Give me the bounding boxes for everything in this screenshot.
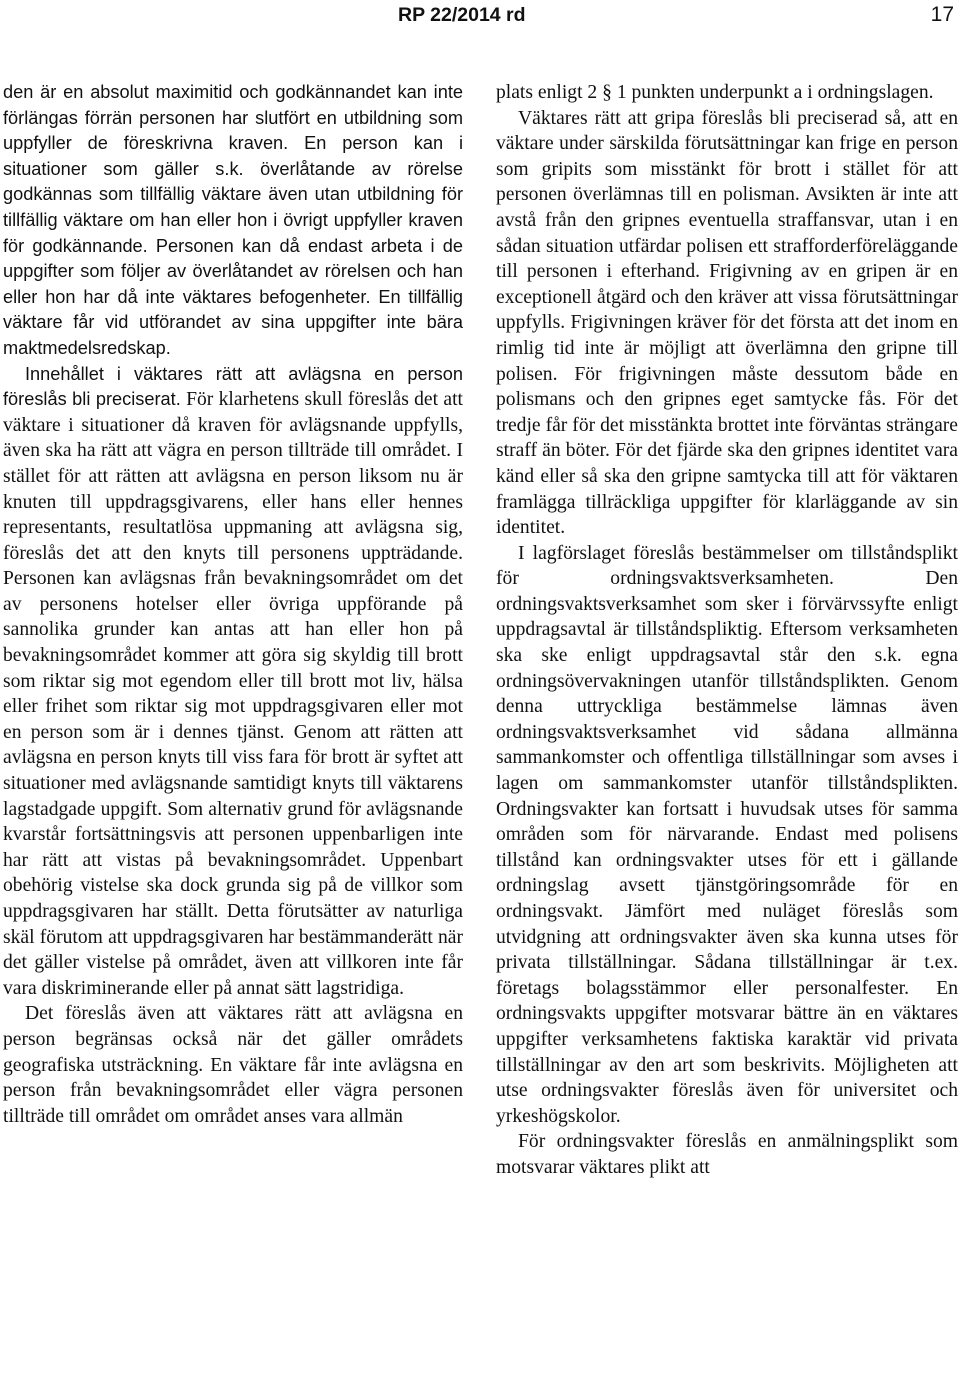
paragraph-geographic-limit: Det föreslås även att väktares rätt att avlägsna en person begränsas också när det gäller områdets geografiska utsträckning. En väktare får inte avlägsna en person från bevakningsområdet eller vägra personen tillträde till området om området anses vara allmän	[3, 1003, 463, 1127]
right-column	[496, 80, 958, 1181]
paragraph-temporary-guard	[3, 80, 463, 362]
paragraph-text-sans: Innehållet i väktares rätt att avlägsna en person föreslås bli preciserat.	[3, 363, 463, 410]
paragraph-notification-duty: För ordningsvakter föreslås en anmälningsplikt som motsvarar väktares plikt att	[496, 1131, 958, 1178]
left-column	[3, 80, 463, 1129]
paragraph-continuation: plats enligt 2 § 1 punkten underpunkt a i ordningslagen.	[496, 82, 934, 103]
page-header	[0, 0, 960, 44]
paragraph-arrest-right: Väktares rätt att gripa föreslås bli preciserad så, att en väktare under särskilda förutsättningar kan frige en person som gripits som misstänkt för brott i stället för att personen överlämnas till en polisman. Avsikten är inte att avstå från den gripnes eventuella straffansvar, utan i en sådan situation utfärdar polisen ett strafforderföreläggande till personen i efterhand. Frigivning av en gripen är en exceptionell åtgärd och den kräver att vissa förutsättningar uppfylls. Frigivningen kräver för det första att det inom en rimlig tid inte är möjligt att överlämna den gripne till polisen. För frigivningen måste dessutom både en polismans och den gripnes eget samtycke fås. För det tredje får för det misstänkta brottet inte förväntas strängare straff än böter. För det fjärde ska den gripnes identitet vara känd eller så ska den gripne samtycka till att för väktaren framlägga tillräckliga uppgifter för klarläggande av sin identitet.	[496, 107, 958, 539]
paragraph-text: den är en absolut maximitid och godkännandet kan inte förlängas förrän personen har slutfört en utbildning som uppfyller de föreskrivna kraven. En person kan i situationer som gäller s.k. överlåtande av rörelse godkännas som tillfällig väktare även utan utbildning för tillfällig väktare om han eller hon i övrigt uppfyller kraven för godkännande. Personen kan då endast arbeta i de uppgifter som följer av överlåtandet av rörelsen och han eller hon har då inte väktares befogenheter. En tillfällig väktare får vid utförandet av sina uppgifter inte bära maktmedelsredskap.	[3, 82, 463, 358]
document-reference: RP 22/2014 rd	[398, 4, 526, 26]
paragraph-removal-right	[3, 362, 463, 1002]
paragraph-licence-requirement: I lagförslaget föreslås bestämmelser om tillståndsplikt för ordningsvaktsverksamheten. Den ordningsvaktsverksamhet som sker i förvärvssyfte enligt uppdragsavtal är tillståndspliktig. Eftersom verksamheten ska ske enligt uppdragsavtal står den s.k. egna ordningsövervakningen utanför tillståndsplikten. Genom denna uttryckliga bestämmelse lämnas även ordningsvaktsverksamhet vid sådana allmänna sammankomster och offentliga tillställningar som avses i lagen om sammankomster utanför tillståndsplikten. Ordningsvakter kan fortsatt i huvudsak utses för samma områden som för närvarande. Endast med polisens tillstånd kan ordningsvakter utses för ett i gällande ordningslag avsett tjänstgöringsområde för en ordningsvakt. Jämfört med nuläget föreslås som utvidgning att ordningsvakter även ska kunna utses för privata tillställningar. Sådana tillställningar är t.ex. företags bolagsstämmor eller personalfester. En ordningsvakts uppgifter motsvarar bättre än en väktares uppgifter verksamhetens faktiska karaktär vid privata tillställningar av den art som beskrivits. Möjligheten att utse ordningsvakter föreslås även för universitet och yrkeshögskolor.	[496, 542, 958, 1127]
page-number: 17	[930, 3, 954, 26]
paragraph-text-serif: För klarhetens skull föreslås det att väktare i situationer då kraven för avlägsnande uppfylls, även ska ha rätt att vägra en person tillträde till området. I stället för att rätten att avlägsna en person liksom nu är knuten till uppdragsgivarens, eller hans eller hennes representants, resultatlösa uppmaning att avlägsna sig, föreslås det att den knyts till personens uppträdande. Personen kan avlägsnas från bevakningsområdet om det av personens hotelser eller övriga uppförande på sannolika grunder kan antas att han eller hon på bevakningsområdet kommer att göra sig skyldig till brott som riktar sig mot egendom eller till brott mot liv, hälsa eller frihet som riktar sig mot uppdragsgivaren eller mot en person som är i dennes tjänst. Genom att rätten att avlägsna en person knyts till viss fara för brott är syftet att situationer med avlägsnande samtidigt knyts till väktarens lagstadgade uppgift. Som alternativ grund för avlägsnande kvarstår fortsättningsvis att personen uppenbarligen inte har rätt att vistas på bevakningsområdet. Uppenbart obehörig vistelse ska dock grunda sig på de villkor som uppdragsgivaren har ställt. Detta förutsätter av naturliga skäl förutom att uppdragsgivaren har bestämmanderätt när det gäller vistelse på området, även att villkoren inte får vara diskriminerande eller på annat sätt lagstridiga.	[3, 389, 463, 999]
